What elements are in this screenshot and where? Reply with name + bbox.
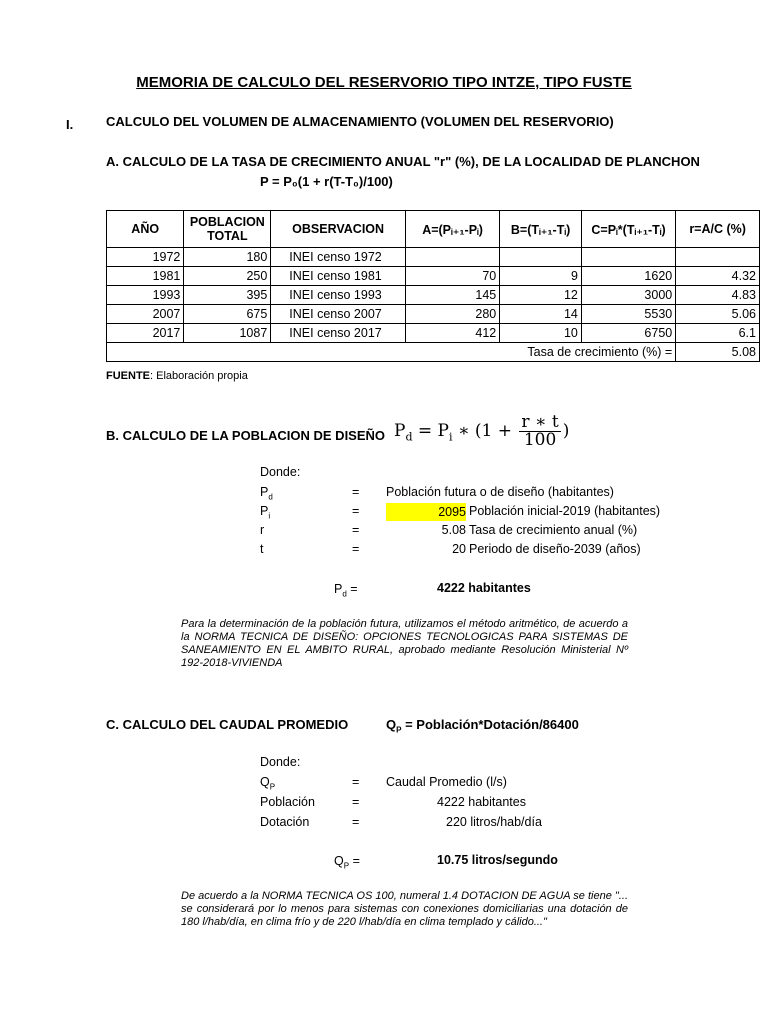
donde-label: Donde: xyxy=(260,755,301,769)
table-row xyxy=(107,248,760,267)
cell: 14 xyxy=(500,305,582,324)
col-header: C=Pᵢ*(Tᵢ₊₁-Tᵢ) xyxy=(581,211,675,248)
cell: 1972 xyxy=(107,248,184,267)
cell: 4.32 xyxy=(676,267,760,286)
col-header: OBSERVACION xyxy=(271,211,406,248)
cell: 1620 xyxy=(581,267,675,286)
var-symbol: $Q_P$ xyxy=(260,775,276,792)
var-value: 220 litros/hab/día xyxy=(446,815,542,829)
cell: 145 xyxy=(405,286,499,305)
source-note xyxy=(106,370,248,382)
formula-fraction xyxy=(519,414,560,449)
dotation-note: De acuerdo a la NORMA TECNICA OS 100, numeral 1.4 DOTACION DE AGUA se tiene "... se considerará por lo menos para sistemas con conexiones domiciliarias una dotación de 180 l/hab/día, en clima frío y de 220 l/hab/día en clima templado y cálido..." xyxy=(181,890,628,928)
cell xyxy=(676,248,760,267)
cell: INEI censo 2017 xyxy=(271,324,406,343)
cell: 250 xyxy=(184,267,271,286)
cell xyxy=(500,248,582,267)
table-row xyxy=(107,305,760,324)
part-a-formula: P = P₀(1 + r(T-T₀)/100) xyxy=(260,174,393,189)
var-equals: = xyxy=(352,542,360,556)
var-equals: = xyxy=(352,504,360,518)
cell: 2007 xyxy=(107,305,184,324)
var-description: Población futura o de diseño (habitantes) xyxy=(386,485,614,499)
formula-eq: = P xyxy=(417,421,449,441)
page-title: MEMORIA DE CALCULO DEL RESERVORIO TIPO INTZE, TIPO FUSTE xyxy=(136,74,632,91)
cell: 10 xyxy=(500,324,582,343)
cell: 1087 xyxy=(184,324,271,343)
var-value: 4222 habitantes xyxy=(437,795,526,809)
cell: 675 xyxy=(184,305,271,324)
col-header: B=(Tᵢ₊₁-Tᵢ) xyxy=(500,211,582,248)
cell: 4.83 xyxy=(676,286,760,305)
col-header: A=(Pᵢ₊₁-Pᵢ) xyxy=(405,211,499,248)
cell xyxy=(405,248,499,267)
part-a-title: A. CALCULO DE LA TASA DE CRECIMIENTO ANUAL "r" (%), DE LA LOCALIDAD DE PLANCHON xyxy=(106,154,700,169)
average-flow-result: 10.75 litros/segundo xyxy=(437,853,558,867)
table-row xyxy=(107,324,760,343)
cell: 5.06 xyxy=(676,305,760,324)
var-description: Tasa de crecimiento anual (%) xyxy=(469,523,638,537)
flow-formula: $Q_P$ = Población*Dotación/86400 xyxy=(386,717,579,735)
result-symbol: $P_d$ = xyxy=(334,582,358,599)
total-value: 5.08 xyxy=(676,343,760,362)
formula-lhs: P xyxy=(394,421,406,441)
cell: 3000 xyxy=(581,286,675,305)
var-equals: = xyxy=(352,795,360,809)
cell: 9 xyxy=(500,267,582,286)
cell: 412 xyxy=(405,324,499,343)
cell: 12 xyxy=(500,286,582,305)
var-symbol: $P_d$ xyxy=(260,485,273,502)
formula-denominator: 100 xyxy=(523,430,557,450)
design-population-formula xyxy=(394,414,569,449)
cell: INEI censo 2007 xyxy=(271,305,406,324)
var-description: Población inicial-2019 (habitantes) xyxy=(469,504,661,518)
var-description: Periodo de diseño-2039 (años) xyxy=(469,542,641,556)
cell: 280 xyxy=(405,305,499,324)
cell xyxy=(581,248,675,267)
section-title: CALCULO DEL VOLUMEN DE ALMACENAMIENTO (VOLUMEN DEL RESERVORIO) xyxy=(106,114,614,129)
cell: 6.1 xyxy=(676,324,760,343)
var-equals: = xyxy=(352,815,360,829)
total-label: Tasa de crecimiento (%) = xyxy=(107,343,676,362)
formula-numerator: r ∗ t xyxy=(521,412,559,432)
formula-lhs-sub: d xyxy=(405,430,413,444)
cell: 6750 xyxy=(581,324,675,343)
var-symbol: $P_i$ xyxy=(260,504,271,521)
result-symbol: $Q_P$ = xyxy=(334,854,360,871)
part-c-title: C. CALCULO DEL CAUDAL PROMEDIO xyxy=(106,717,349,732)
cell: INEI censo 1972 xyxy=(271,248,406,267)
cell: 1981 xyxy=(107,267,184,286)
table-total-row xyxy=(107,343,760,362)
table-row xyxy=(107,267,760,286)
source-text: : Elaboración propia xyxy=(150,370,248,382)
cell: 180 xyxy=(184,248,271,267)
cell: INEI censo 1993 xyxy=(271,286,406,305)
cell: INEI censo 1981 xyxy=(271,267,406,286)
part-b-title: B. CALCULO DE LA POBLACION DE DISEÑO xyxy=(106,428,386,443)
cell: 395 xyxy=(184,286,271,305)
formula-close: ) xyxy=(562,421,570,441)
section-number: I. xyxy=(66,117,74,132)
design-population-result: 4222 habitantes xyxy=(437,581,531,595)
donde-label: Donde: xyxy=(260,465,301,479)
var-symbol: Dotación xyxy=(260,815,310,829)
design-population-note: Para la determinación de la población futura, utilizamos el método aritmético, de acuerdo a la NORMA TECNICA DE DISEÑO: OPCIONES TECNOLOGICAS PARA SISTEMAS DE SANEAMIENTO EN EL AMBITO RURAL, aprobado mediante Resolución Ministerial Nº 192-2018-VIVIENDA xyxy=(181,618,628,669)
growth-rate-table xyxy=(106,210,760,362)
cell: 5530 xyxy=(581,305,675,324)
var-symbol: Población xyxy=(260,795,315,809)
col-header: r=A/C (%) xyxy=(676,211,760,248)
var-equals: = xyxy=(352,775,360,789)
var-value: 20 xyxy=(452,542,466,556)
var-symbol: r xyxy=(260,523,265,537)
formula-mid: ∗ (1 + xyxy=(457,421,512,441)
source-label: FUENTE xyxy=(106,370,150,382)
cell: 2017 xyxy=(107,324,184,343)
var-equals: = xyxy=(352,523,360,537)
col-header: POBLACION TOTAL xyxy=(184,211,271,248)
cell: 1993 xyxy=(107,286,184,305)
cell: 70 xyxy=(405,267,499,286)
var-description: Caudal Promedio (l/s) xyxy=(386,775,507,789)
var-value: 5.08 xyxy=(441,523,466,537)
var-equals: = xyxy=(352,485,360,499)
var-symbol: t xyxy=(260,542,264,556)
var-value-highlighted: 2095 xyxy=(386,503,466,521)
formula-rhs-sub: i xyxy=(449,430,453,444)
table-row xyxy=(107,286,760,305)
col-header: AÑO xyxy=(107,211,184,248)
table-header-row xyxy=(107,211,760,248)
